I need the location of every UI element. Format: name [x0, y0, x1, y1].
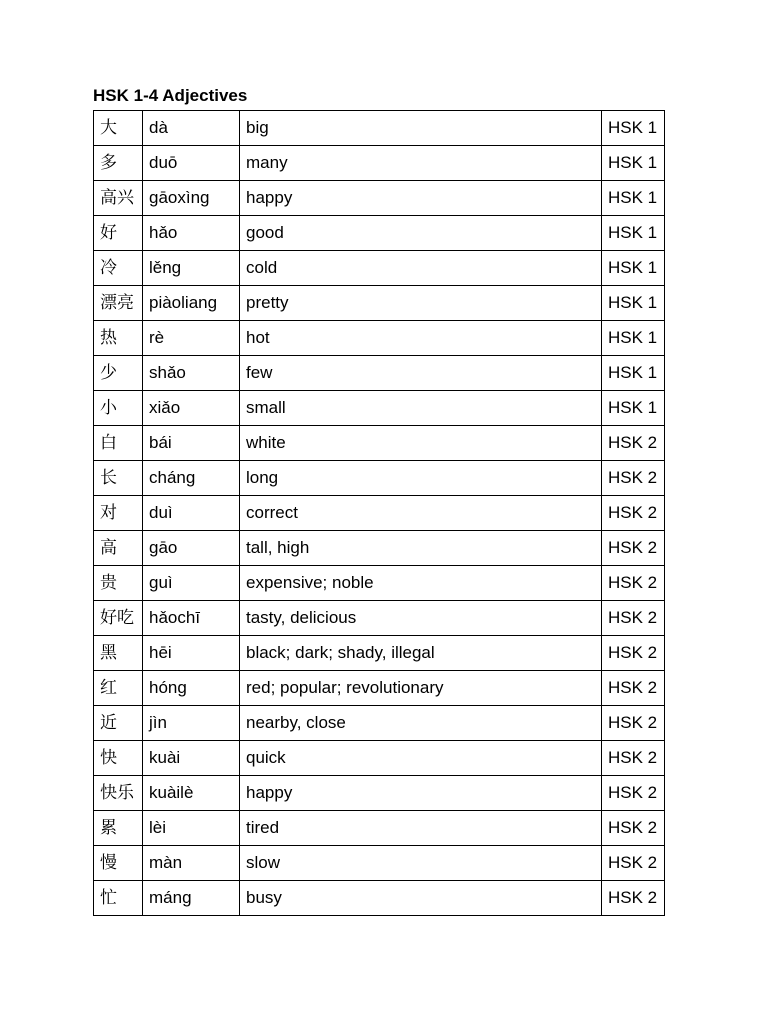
hsk-level-cell: HSK 2: [602, 811, 665, 846]
hsk-level-cell: HSK 2: [602, 741, 665, 776]
hanzi-cell: 大: [94, 111, 143, 146]
hanzi-cell: 冷: [94, 251, 143, 286]
table-row: [94, 636, 665, 671]
meaning-cell: slow: [240, 846, 602, 881]
hanzi-cell: 累: [94, 811, 143, 846]
table-row: [94, 321, 665, 356]
pinyin-cell: lèi: [143, 811, 240, 846]
meaning-cell: pretty: [240, 286, 602, 321]
pinyin-cell: hóng: [143, 671, 240, 706]
pinyin-cell: duō: [143, 146, 240, 181]
hanzi-cell: 好吃: [94, 601, 143, 636]
meaning-cell: busy: [240, 881, 602, 916]
meaning-cell: white: [240, 426, 602, 461]
hsk-level-cell: HSK 1: [602, 356, 665, 391]
hanzi-cell: 快: [94, 741, 143, 776]
hanzi-cell: 对: [94, 496, 143, 531]
hsk-level-cell: HSK 2: [602, 601, 665, 636]
hanzi-cell: 白: [94, 426, 143, 461]
table-row: [94, 811, 665, 846]
table-row: [94, 461, 665, 496]
hsk-level-cell: HSK 1: [602, 216, 665, 251]
hanzi-cell: 高: [94, 531, 143, 566]
table-row: [94, 391, 665, 426]
hanzi-cell: 热: [94, 321, 143, 356]
pinyin-cell: jìn: [143, 706, 240, 741]
hsk-level-cell: HSK 1: [602, 286, 665, 321]
pinyin-cell: dà: [143, 111, 240, 146]
pinyin-cell: màn: [143, 846, 240, 881]
hanzi-cell: 多: [94, 146, 143, 181]
hanzi-cell: 好: [94, 216, 143, 251]
table-row: [94, 146, 665, 181]
pinyin-cell: kuàilè: [143, 776, 240, 811]
pinyin-cell: duì: [143, 496, 240, 531]
meaning-cell: happy: [240, 181, 602, 216]
hsk-level-cell: HSK 2: [602, 426, 665, 461]
meaning-cell: red; popular; revolutionary: [240, 671, 602, 706]
hanzi-cell: 贵: [94, 566, 143, 601]
pinyin-cell: guì: [143, 566, 240, 601]
meaning-cell: tall, high: [240, 531, 602, 566]
table-row: [94, 671, 665, 706]
hsk-level-cell: HSK 1: [602, 111, 665, 146]
hanzi-cell: 小: [94, 391, 143, 426]
table-row: [94, 251, 665, 286]
hsk-level-cell: HSK 1: [602, 321, 665, 356]
table-row: [94, 601, 665, 636]
hsk-level-cell: HSK 2: [602, 636, 665, 671]
meaning-cell: small: [240, 391, 602, 426]
meaning-cell: nearby, close: [240, 706, 602, 741]
meaning-cell: tired: [240, 811, 602, 846]
pinyin-cell: xiǎo: [143, 391, 240, 426]
table-row: [94, 111, 665, 146]
table-row: [94, 531, 665, 566]
meaning-cell: few: [240, 356, 602, 391]
table-row: [94, 881, 665, 916]
hanzi-cell: 漂亮: [94, 286, 143, 321]
vocabulary-table-body: [94, 111, 665, 916]
pinyin-cell: shǎo: [143, 356, 240, 391]
hsk-level-cell: HSK 2: [602, 461, 665, 496]
meaning-cell: quick: [240, 741, 602, 776]
meaning-cell: big: [240, 111, 602, 146]
pinyin-cell: hēi: [143, 636, 240, 671]
hsk-level-cell: HSK 2: [602, 531, 665, 566]
meaning-cell: long: [240, 461, 602, 496]
pinyin-cell: lěng: [143, 251, 240, 286]
meaning-cell: black; dark; shady, illegal: [240, 636, 602, 671]
vocabulary-table: [93, 110, 665, 916]
hanzi-cell: 高兴: [94, 181, 143, 216]
pinyin-cell: máng: [143, 881, 240, 916]
table-row: [94, 286, 665, 321]
pinyin-cell: kuài: [143, 741, 240, 776]
hanzi-cell: 红: [94, 671, 143, 706]
hanzi-cell: 忙: [94, 881, 143, 916]
pinyin-cell: rè: [143, 321, 240, 356]
table-row: [94, 741, 665, 776]
hsk-level-cell: HSK 1: [602, 146, 665, 181]
table-row: [94, 181, 665, 216]
meaning-cell: happy: [240, 776, 602, 811]
hsk-level-cell: HSK 2: [602, 496, 665, 531]
meaning-cell: good: [240, 216, 602, 251]
hanzi-cell: 少: [94, 356, 143, 391]
table-row: [94, 356, 665, 391]
hsk-level-cell: HSK 1: [602, 181, 665, 216]
meaning-cell: cold: [240, 251, 602, 286]
table-row: [94, 846, 665, 881]
table-row: [94, 776, 665, 811]
table-row: [94, 706, 665, 741]
table-row: [94, 496, 665, 531]
pinyin-cell: bái: [143, 426, 240, 461]
meaning-cell: hot: [240, 321, 602, 356]
pinyin-cell: hǎo: [143, 216, 240, 251]
hsk-level-cell: HSK 2: [602, 846, 665, 881]
pinyin-cell: hǎochī: [143, 601, 240, 636]
document-title: HSK 1-4 Adjectives: [93, 86, 248, 105]
hanzi-cell: 长: [94, 461, 143, 496]
hsk-level-cell: HSK 2: [602, 706, 665, 741]
table-row: [94, 216, 665, 251]
hsk-level-cell: HSK 2: [602, 566, 665, 601]
hsk-level-cell: HSK 1: [602, 251, 665, 286]
hanzi-cell: 黑: [94, 636, 143, 671]
pinyin-cell: gāo: [143, 531, 240, 566]
table-row: [94, 566, 665, 601]
meaning-cell: many: [240, 146, 602, 181]
meaning-cell: tasty, delicious: [240, 601, 602, 636]
hsk-level-cell: HSK 2: [602, 881, 665, 916]
hsk-level-cell: HSK 1: [602, 391, 665, 426]
hanzi-cell: 近: [94, 706, 143, 741]
hanzi-cell: 慢: [94, 846, 143, 881]
hanzi-cell: 快乐: [94, 776, 143, 811]
pinyin-cell: piàoliang: [143, 286, 240, 321]
hsk-level-cell: HSK 2: [602, 776, 665, 811]
hsk-level-cell: HSK 2: [602, 671, 665, 706]
pinyin-cell: gāoxìng: [143, 181, 240, 216]
table-row: [94, 426, 665, 461]
pinyin-cell: cháng: [143, 461, 240, 496]
meaning-cell: correct: [240, 496, 602, 531]
meaning-cell: expensive; noble: [240, 566, 602, 601]
